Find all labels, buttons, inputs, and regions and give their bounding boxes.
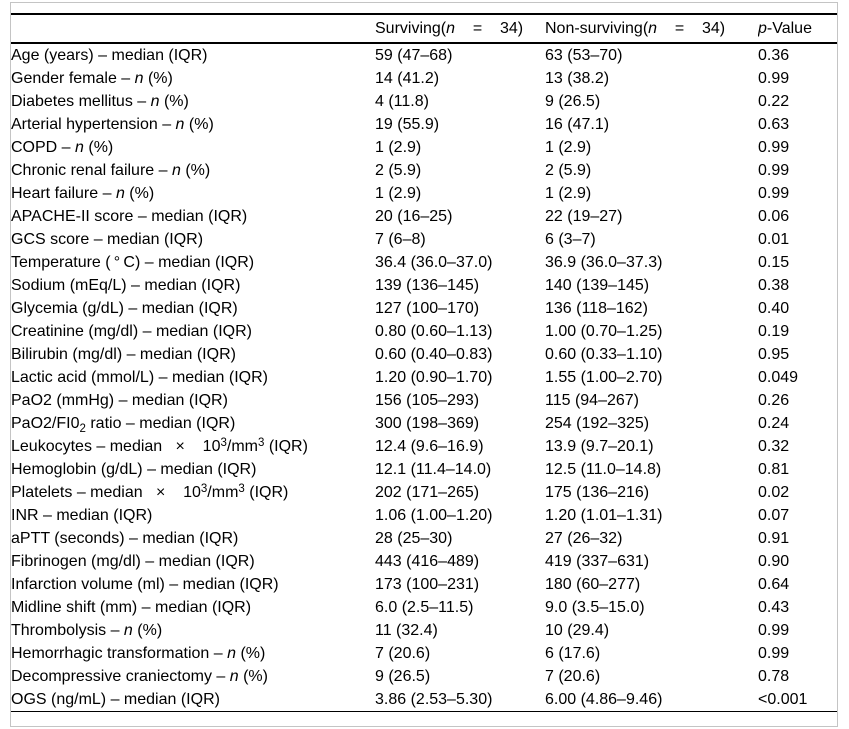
cell-pvalue: 0.32 bbox=[758, 437, 790, 455]
cell-nonsurviving: 0.60 (0.33–1.10) bbox=[545, 345, 663, 363]
table-row bbox=[11, 43, 837, 67]
cell-surviving: 7 (20.6) bbox=[375, 644, 431, 662]
cell-surviving: 1.20 (0.90–1.70) bbox=[375, 368, 493, 386]
text-run: 3 bbox=[257, 436, 265, 449]
text-run: Midline shift (mm) – median (IQR) bbox=[11, 598, 252, 616]
text-run: p bbox=[758, 19, 767, 37]
cell-nonsurviving: 115 (94–267) bbox=[545, 391, 639, 409]
cell-surviving: 1.06 (1.00–1.20) bbox=[375, 506, 493, 524]
cell-surviving: 12.1 (11.4–14.0) bbox=[375, 460, 492, 478]
cell-nonsurviving: 9.0 (3.5–15.0) bbox=[545, 598, 645, 616]
cell-nonsurviving: 1.00 (0.70–1.25) bbox=[545, 322, 663, 340]
text-run: = 34) bbox=[657, 19, 726, 37]
table-row bbox=[11, 458, 837, 481]
cell-surviving: 0.60 (0.40–0.83) bbox=[375, 345, 493, 363]
row-label bbox=[11, 159, 375, 182]
cell-pvalue: 0.99 bbox=[758, 138, 790, 156]
text-run: Platelets – median × 10 bbox=[11, 483, 201, 501]
text-run: Creatinine (mg/dl) – median (IQR) bbox=[11, 322, 252, 340]
text-run: INR – median (IQR) bbox=[11, 506, 153, 524]
table-row bbox=[11, 90, 837, 113]
text-run: (IQR) bbox=[244, 483, 289, 501]
cell-nonsurviving: 16 (47.1) bbox=[545, 115, 610, 133]
row-label bbox=[11, 274, 375, 297]
table-row bbox=[11, 297, 837, 320]
cell-pvalue: 0.01 bbox=[758, 230, 790, 248]
text-run: (%) bbox=[132, 621, 163, 639]
text-run: n bbox=[175, 115, 185, 133]
row-label bbox=[11, 43, 375, 67]
text-run: n bbox=[648, 19, 658, 37]
cell-pvalue: 0.81 bbox=[758, 460, 790, 478]
cell-pvalue: 0.15 bbox=[758, 253, 790, 271]
table-row bbox=[11, 366, 837, 389]
row-label bbox=[11, 343, 375, 366]
cell-pvalue: 0.24 bbox=[758, 414, 790, 432]
cell-pvalue: 0.99 bbox=[758, 161, 790, 179]
cell-nonsurviving: 254 (192–325) bbox=[545, 414, 650, 432]
row-label bbox=[11, 182, 375, 205]
cell-nonsurviving: 27 (26–32) bbox=[545, 529, 623, 547]
text-run: Infarction volume (ml) – median (IQR) bbox=[11, 575, 279, 593]
text-run: (%) bbox=[238, 667, 268, 685]
text-run: = 34) bbox=[455, 19, 524, 37]
table-row bbox=[11, 665, 837, 688]
table-row bbox=[11, 573, 837, 596]
cell-surviving: 173 (100–231) bbox=[375, 575, 480, 593]
cell-nonsurviving: 9 (26.5) bbox=[545, 92, 601, 110]
cell-nonsurviving: 13 (38.2) bbox=[545, 69, 610, 87]
text-run: n bbox=[229, 667, 239, 685]
text-run: Arterial hypertension – bbox=[11, 115, 176, 133]
text-run: Heart failure – bbox=[11, 184, 116, 202]
cell-surviving: 20 (16–25) bbox=[375, 207, 453, 225]
cell-nonsurviving: 6.00 (4.86–9.46) bbox=[545, 690, 663, 708]
table-row bbox=[11, 619, 837, 642]
text-run: Leukocytes – median × 10 bbox=[11, 437, 221, 455]
cell-pvalue: 0.64 bbox=[758, 575, 790, 593]
text-run: PaO2/FI0 bbox=[11, 414, 80, 432]
cell-surviving: 2 (5.9) bbox=[375, 161, 422, 179]
row-label bbox=[11, 205, 375, 228]
cell-pvalue: 0.63 bbox=[758, 115, 790, 133]
cell-surviving: 443 (416–489) bbox=[375, 552, 480, 570]
cell-pvalue: 0.049 bbox=[758, 368, 799, 386]
table-row bbox=[11, 596, 837, 619]
cell-nonsurviving: 1 (2.9) bbox=[545, 184, 592, 202]
text-run: n bbox=[123, 621, 133, 639]
cell-pvalue: 0.26 bbox=[758, 391, 790, 409]
text-run: (%) bbox=[236, 644, 266, 662]
cell-surviving: 127 (100–170) bbox=[375, 299, 480, 317]
table-row bbox=[11, 527, 837, 550]
cell-pvalue: 0.06 bbox=[758, 207, 790, 225]
cell-surviving: 3.86 (2.53–5.30) bbox=[375, 690, 493, 708]
cell-nonsurviving: 7 (20.6) bbox=[545, 667, 601, 685]
row-label bbox=[11, 596, 375, 619]
text-run: GCS score – median (IQR) bbox=[11, 230, 204, 248]
cell-nonsurviving: 1.20 (1.01–1.31) bbox=[545, 506, 663, 524]
text-run: 3 bbox=[200, 482, 208, 495]
table-row bbox=[11, 412, 837, 435]
table-row bbox=[11, 67, 837, 90]
row-label bbox=[11, 504, 375, 527]
text-run: Glycemia (g/dL) – median (IQR) bbox=[11, 299, 238, 317]
text-run: PaO2 (mmHg) – median (IQR) bbox=[11, 391, 228, 409]
text-run: ratio – median (IQR) bbox=[85, 414, 236, 432]
table-row bbox=[11, 481, 837, 504]
text-run: n bbox=[227, 644, 236, 662]
text-run: Bilirubin (mg/dl) – median (IQR) bbox=[11, 345, 236, 363]
cell-surviving: 156 (105–293) bbox=[375, 391, 480, 409]
cell-surviving: 9 (26.5) bbox=[375, 667, 431, 685]
text-run: Hemoglobin (g/dL) – median (IQR) bbox=[11, 460, 257, 478]
text-run: n bbox=[171, 161, 181, 179]
row-label bbox=[11, 688, 375, 712]
cell-surviving: 19 (55.9) bbox=[375, 115, 440, 133]
cell-pvalue: 0.99 bbox=[758, 621, 790, 639]
cell-nonsurviving: 1 (2.9) bbox=[545, 138, 592, 156]
text-run: Thrombolysis – bbox=[11, 621, 124, 639]
text-run: (%) bbox=[184, 115, 214, 133]
table-row bbox=[11, 435, 837, 458]
text-run: OGS (ng/mL) – median (IQR) bbox=[11, 690, 220, 708]
text-run: Gender female – bbox=[11, 69, 135, 87]
cell-surviving: 139 (136–145) bbox=[375, 276, 480, 294]
row-label bbox=[11, 550, 375, 573]
text-run: /mm bbox=[207, 483, 239, 501]
row-label bbox=[11, 320, 375, 343]
cell-pvalue: 0.91 bbox=[758, 529, 790, 547]
cell-pvalue: 0.02 bbox=[758, 483, 790, 501]
cell-surviving: 4 (11.8) bbox=[375, 92, 429, 110]
cell-surviving: 11 (32.4) bbox=[375, 621, 438, 639]
row-label bbox=[11, 389, 375, 412]
cell-surviving: 6.0 (2.5–11.5) bbox=[375, 598, 474, 616]
cell-pvalue: 0.40 bbox=[758, 299, 790, 317]
row-label bbox=[11, 435, 375, 458]
row-label bbox=[11, 366, 375, 389]
text-run: 2 bbox=[79, 422, 86, 435]
cell-surviving: 12.4 (9.6–16.9) bbox=[375, 437, 484, 455]
text-run: Hemorrhagic transformation – bbox=[11, 644, 228, 662]
row-label bbox=[11, 412, 375, 435]
table-row bbox=[11, 320, 837, 343]
row-label bbox=[11, 527, 375, 550]
cell-nonsurviving: 419 (337–631) bbox=[545, 552, 650, 570]
text-run: Diabetes mellitus – bbox=[11, 92, 151, 110]
cell-pvalue: 0.43 bbox=[758, 598, 790, 616]
cell-surviving: 7 (6–8) bbox=[375, 230, 426, 248]
text-run: n bbox=[150, 92, 160, 110]
text-run: Decompressive craniectomy – bbox=[11, 667, 230, 685]
table-row bbox=[11, 113, 837, 136]
cell-surviving: 14 (41.2) bbox=[375, 69, 440, 87]
text-run: (%) bbox=[143, 69, 173, 87]
text-run: COPD – bbox=[11, 138, 76, 156]
table-row bbox=[11, 136, 837, 159]
cell-pvalue: 0.99 bbox=[758, 644, 790, 662]
cell-nonsurviving: 180 (60–277) bbox=[545, 575, 641, 593]
clinical-comparison-table bbox=[11, 13, 837, 712]
cell-pvalue: 0.38 bbox=[758, 276, 790, 294]
cell-nonsurviving: 2 (5.9) bbox=[545, 161, 592, 179]
text-run: n bbox=[446, 19, 456, 37]
table-frame bbox=[10, 2, 838, 727]
text-run: Chronic renal failure – bbox=[11, 161, 172, 179]
text-run: Lactic acid (mmol/L) – median (IQR) bbox=[11, 368, 268, 386]
table-row bbox=[11, 550, 837, 573]
text-run: 3 bbox=[220, 436, 227, 449]
cell-surviving: 59 (47–68) bbox=[375, 46, 453, 64]
text-run: /mm bbox=[226, 437, 258, 455]
text-run: n bbox=[134, 69, 144, 87]
cell-nonsurviving: 22 (19–27) bbox=[545, 207, 623, 225]
row-label bbox=[11, 665, 375, 688]
header-row bbox=[11, 14, 837, 43]
cell-pvalue: 0.78 bbox=[758, 667, 790, 685]
cell-pvalue: <0.001 bbox=[758, 690, 808, 708]
cell-nonsurviving: 140 (139–145) bbox=[545, 276, 650, 294]
text-run: -Value bbox=[766, 19, 812, 37]
table-row bbox=[11, 274, 837, 297]
cell-nonsurviving: 12.5 (11.0–14.8) bbox=[545, 460, 662, 478]
cell-pvalue: 0.07 bbox=[758, 506, 790, 524]
cell-nonsurviving: 36.9 (36.0–37.3) bbox=[545, 253, 663, 271]
text-run: Non-surviving( bbox=[545, 19, 649, 37]
table-header bbox=[11, 14, 837, 43]
row-label bbox=[11, 113, 375, 136]
table-row bbox=[11, 688, 837, 712]
text-run: (%) bbox=[83, 138, 114, 156]
table-row bbox=[11, 504, 837, 527]
text-run: aPTT (seconds) – median (IQR) bbox=[11, 529, 239, 547]
cell-surviving: 36.4 (36.0–37.0) bbox=[375, 253, 493, 271]
row-label bbox=[11, 481, 375, 504]
cell-pvalue: 0.99 bbox=[758, 184, 790, 202]
text-run: n bbox=[75, 138, 84, 156]
cell-pvalue: 0.90 bbox=[758, 552, 790, 570]
cell-nonsurviving: 63 (53–70) bbox=[545, 46, 623, 64]
row-label bbox=[11, 251, 375, 274]
row-label bbox=[11, 67, 375, 90]
cell-nonsurviving: 136 (118–162) bbox=[545, 299, 648, 317]
table-row bbox=[11, 642, 837, 665]
table-body bbox=[11, 43, 837, 712]
cell-pvalue: 0.22 bbox=[758, 92, 790, 110]
cell-surviving: 300 (198–369) bbox=[375, 414, 480, 432]
text-run: Surviving( bbox=[375, 19, 447, 37]
cell-pvalue: 0.36 bbox=[758, 46, 790, 64]
row-label bbox=[11, 573, 375, 596]
table-row bbox=[11, 182, 837, 205]
row-label bbox=[11, 619, 375, 642]
text-run: Temperature ( ° C) – median (IQR) bbox=[11, 253, 255, 271]
table-row bbox=[11, 228, 837, 251]
cell-surviving: 0.80 (0.60–1.13) bbox=[375, 322, 493, 340]
text-run: Fibrinogen (mg/dl) – median (IQR) bbox=[11, 552, 255, 570]
table-row bbox=[11, 343, 837, 366]
row-label bbox=[11, 297, 375, 320]
table-row bbox=[11, 205, 837, 228]
text-run: (%) bbox=[124, 184, 155, 202]
cell-nonsurviving: 175 (136–216) bbox=[545, 483, 650, 501]
row-label bbox=[11, 642, 375, 665]
cell-surviving: 202 (171–265) bbox=[375, 483, 480, 501]
row-label bbox=[11, 136, 375, 159]
cell-pvalue: 0.19 bbox=[758, 322, 790, 340]
cell-surviving: 1 (2.9) bbox=[375, 184, 422, 202]
cell-nonsurviving: 1.55 (1.00–2.70) bbox=[545, 368, 663, 386]
cell-pvalue: 0.99 bbox=[758, 69, 790, 87]
header-parameter bbox=[11, 14, 375, 43]
row-label bbox=[11, 90, 375, 113]
text-run: (IQR) bbox=[264, 437, 308, 455]
header-surviving bbox=[375, 14, 545, 43]
cell-pvalue: 0.95 bbox=[758, 345, 790, 363]
text-run: (%) bbox=[180, 161, 211, 179]
cell-nonsurviving: 10 (29.4) bbox=[545, 621, 610, 639]
text-run: APACHE-II score – median (IQR) bbox=[11, 207, 248, 225]
cell-nonsurviving: 13.9 (9.7–20.1) bbox=[545, 437, 654, 455]
cell-nonsurviving: 6 (3–7) bbox=[545, 230, 596, 248]
header-pvalue bbox=[758, 14, 837, 43]
row-label bbox=[11, 228, 375, 251]
cell-surviving: 1 (2.9) bbox=[375, 138, 422, 156]
row-label bbox=[11, 458, 375, 481]
table-row bbox=[11, 251, 837, 274]
header-nonsurviving bbox=[545, 14, 758, 43]
cell-surviving: 28 (25–30) bbox=[375, 529, 453, 547]
table-row bbox=[11, 159, 837, 182]
cell-nonsurviving: 6 (17.6) bbox=[545, 644, 601, 662]
text-run: (%) bbox=[159, 92, 189, 110]
text-run: 3 bbox=[238, 482, 245, 495]
table-row bbox=[11, 389, 837, 412]
text-run: Sodium (mEq/L) – median (IQR) bbox=[11, 276, 241, 294]
text-run: Age (years) – median (IQR) bbox=[11, 46, 208, 64]
text-run: n bbox=[115, 184, 125, 202]
